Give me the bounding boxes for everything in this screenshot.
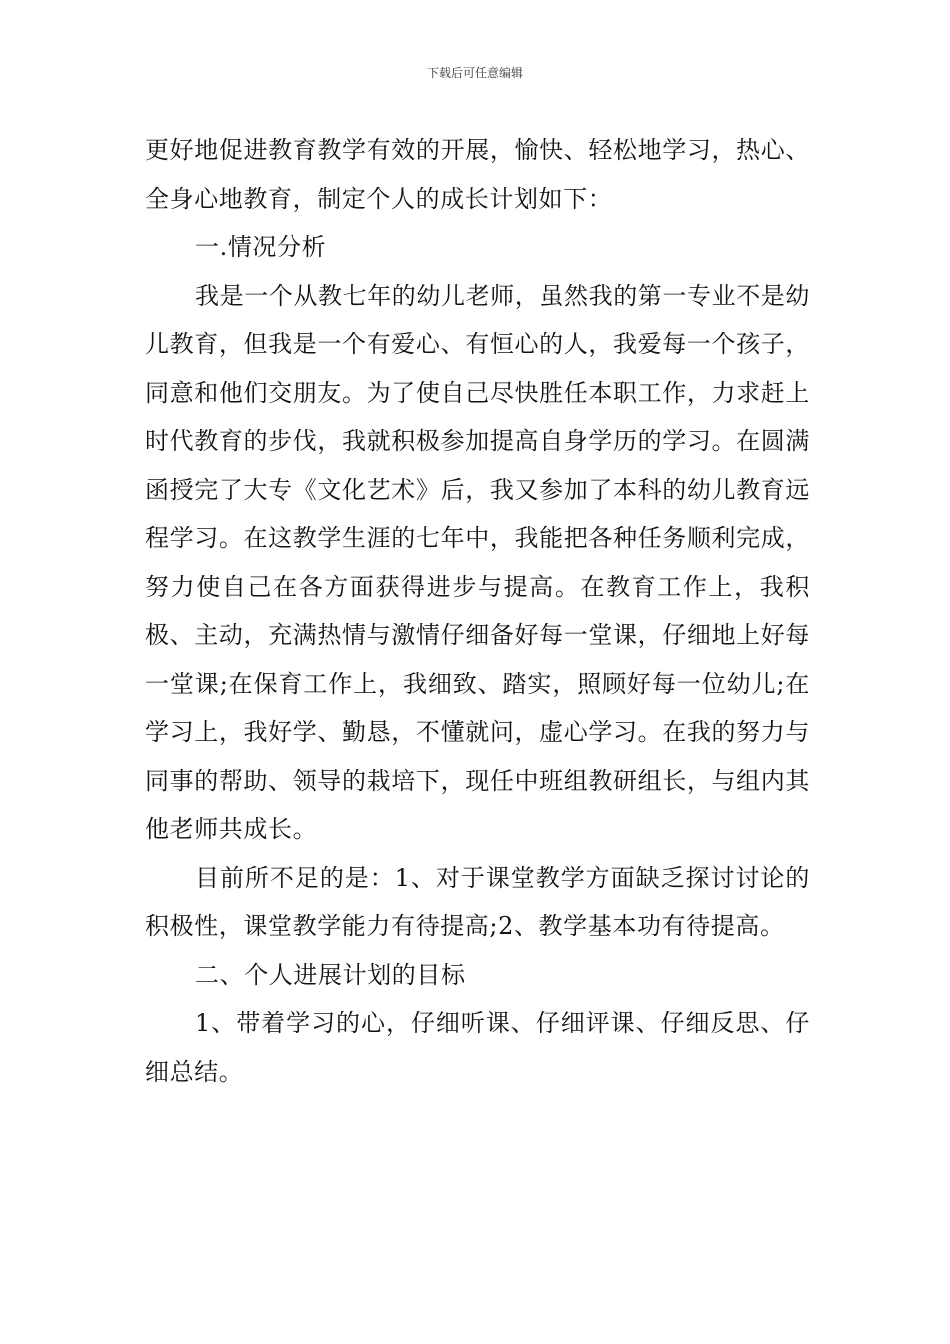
document-body (145, 126, 810, 1096)
section-heading-development-goals: 二、个人进展计划的目标 (195, 960, 466, 989)
section-heading-situation-analysis: 一.情况分析 (195, 233, 327, 261)
paragraph-shortcomings: 目前所不足的是：1、对于课堂教学方面缺乏探讨讨论的积极性，课堂教学能力有待提高;2、教学基本功有待提高。 (145, 863, 810, 940)
paragraph-intro: 更好地促进教育教学有效的开展，愉快、轻松地学习，热心、全身心地教育，制定个人的成长计划如下： (145, 136, 810, 213)
paragraph-goal-1: 1、带着学习的心，仔细听课、仔细评课、仔细反思、仔细总结。 (145, 1009, 810, 1086)
page-header-note: 下载后可任意编辑 (426, 66, 523, 80)
paragraph-self-description: 我是一个从教七年的幼儿老师，虽然我的第一专业不是幼儿教育，但我是一个有爱心、有恒心的人，我爱每一个孩子，同意和他们交朋友。为了使自己尽快胜任本职工作，力求赶上时代教育的步伐，我就积极参加提高自身学历的学习。在圆满函授完了大专《文化艺术》后，我又参加了本科的幼儿教育远程学习。在这教学生涯的七年中，我能把各种任务顺利完成，努力使自己在各方面获得进步与提高。在教育工作上，我积极、主动，充满热情与激情仔细备好每一堂课，仔细地上好每一堂课;在保育工作上，我细致、踏实，照顾好每一位幼儿;在学习上，我好学、勤恳，不懂就问，虚心学习。在我的努力与同事的帮助、领导的栽培下，现任中班组教研组长，与组内其他老师共成长。 (145, 281, 810, 843)
